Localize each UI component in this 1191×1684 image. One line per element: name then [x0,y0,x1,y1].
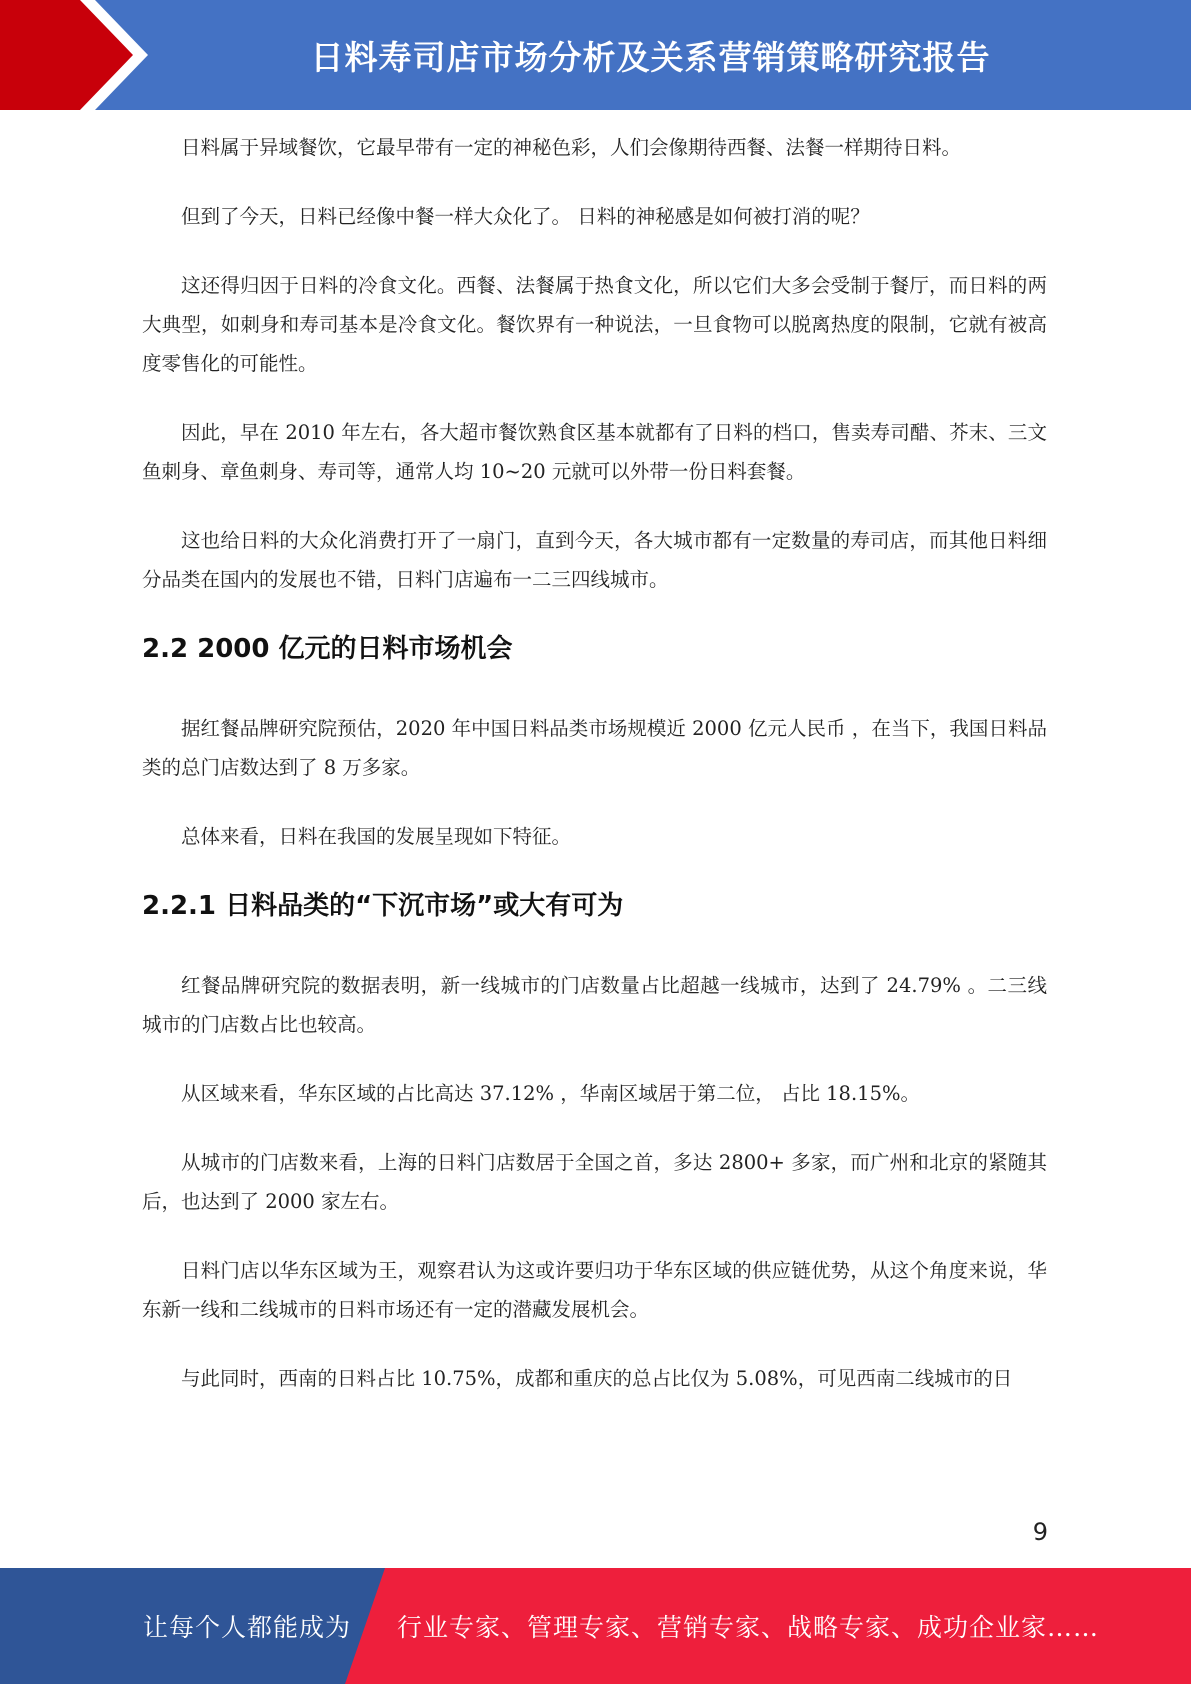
report-title: 日料寿司店市场分析及关系营销策略研究报告 [310,37,991,77]
paragraph: 从区域来看，华东区域的占比高达 37.12% ，华南区域居于第二位， 占比 18.15%。 [181,1082,921,1105]
red-chevron-decoration [0,0,160,110]
paragraph: 这还得归因于日料的冷食文化。西餐、法餐属于热食文化，所以它们大多会受制于餐厅，而日料的两大典型，如刺身和寿司基本是冷食文化。餐饮界有一种说法，一旦食物可以脱离热度的限制，它就有被高度零售化的可能性。 [142,274,1047,375]
paragraph: 日料门店以华东区域为王，观察君认为这或许要归功于华东区域的供应链优势，从这个角度来说，华东新一线和二线城市的日料市场还有一定的潜藏发展机会。 [142,1259,1047,1321]
paragraph: 与此同时，西南的日料占比 10.75%，成都和重庆的总占比仅为 5.08%，可见西南二线城市的日 [181,1367,1013,1390]
paragraph: 但到了今天，日料已经像中餐一样大众化了。 日料的神秘感是如何被打消的呢？ [181,205,870,228]
section-heading-2-2-1: 2.2.1 日料品类的“下沉市场”或大有可为 [142,891,624,921]
footer-slogan-left: 让每个人都能成为 [143,1613,352,1642]
paragraph: 从城市的门店数来看，上海的日料门店数居于全国之首，多达 2800+ 多家，而广州和北京的紧随其后，也达到了 2000 家左右。 [142,1151,1047,1213]
paragraph: 红餐品牌研究院的数据表明，新一线城市的门店数量占比超越一线城市，达到了 24.79% 。二三线城市的门店数占比也较高。 [142,974,1047,1036]
page-header [0,0,1191,110]
page-content [142,128,1047,1428]
page-footer [0,1568,1191,1684]
paragraph: 据红餐品牌研究院预估，2020 年中国日料品类市场规模近 2000 亿元人民币 ，在当下，我国日料品类的总门店数达到了 8 万多家。 [142,717,1047,779]
paragraph: 日料属于异域餐饮，它最早带有一定的神秘色彩，人们会像期待西餐、法餐一样期待日料。 [181,136,962,159]
section-heading-2-2: 2.2 2000 亿元的日料市场机会 [142,634,513,664]
paragraph: 因此，早在 2010 年左右，各大超市餐饮熟食区基本就都有了日料的档口，售卖寿司醋、芥末、三文鱼刺身、章鱼刺身、寿司等，通常人均 10~20 元就可以外带一份日料套餐。 [142,421,1047,483]
page-number: 9 [1032,1518,1048,1546]
paragraph: 这也给日料的大众化消费打开了一扇门，直到今天，各大城市都有一定数量的寿司店，而其他日料细分品类在国内的发展也不错，日料门店遍布一二三四线城市。 [142,529,1047,591]
paragraph: 总体来看，日料在我国的发展呈现如下特征。 [181,825,572,848]
footer-slogan-right: 行业专家、管理专家、营销专家、战略专家、成功企业家…… [397,1613,1100,1642]
